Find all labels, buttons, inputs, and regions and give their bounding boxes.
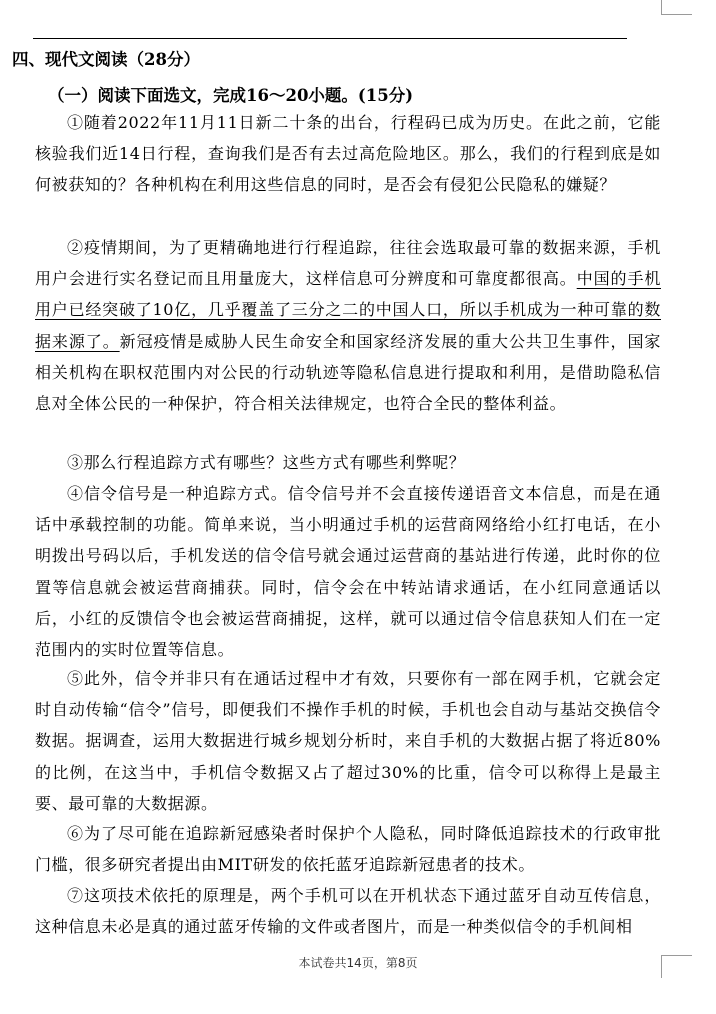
paragraph-5: ⑤此外，信令并非只有在通话过程中才有效，只要你有一部在网手机，它就会定时自动传输“信令”信号，即便我们不操作手机的时候，手机也会自动与基站交换信令数据。据调查，运用大数据进行城乡规划分析时，来自手机的大数据占据了将近80%的比例，在这当中，手机信令数据又占了超过30%的比重，信令可以称得上是最主要、最可靠的大数据源。 (35, 669, 661, 813)
paragraph-4: ④信令信号是一种追踪方式。信令信号并不会直接传递语音文本信息，而是在通话中承载控制的功能。简单来说，当小明通过手机的运营商网络给小红打电话，在小明拨出号码以后，手机发送的信令信号就会通过运营商的基站进行传递，此时你的位置等信息就会被运营商捕获。同时，信令会在中转站请求通话，在小红同意通话以后，小红的反馈信令也会被运营商捕捉，这样，就可以通过信令信息获知人们在一定范围内的实时位置等信息。 (35, 484, 661, 660)
paragraph-2 (35, 232, 661, 419)
subsection-title: （一）阅读下面选文，完成16～20小题。(15分) (48, 86, 413, 105)
paragraph-6: ⑥为了尽可能在追踪新冠感染者时保护个人隐私，同时降低追踪技术的行政审批门槛，很多研究者提出由MIT研发的依托蓝牙追踪新冠患者的技术。 (35, 824, 661, 875)
crop-mark-top-right (661, 0, 692, 15)
paragraph-1: ①随着2022年11月11日新二十条的出台，行程码已成为历史。在此之前，它能核验我们近14日行程，查询我们是否有去过高危险地区。那么，我们的行程到底是如何被获知的？各种机构在利用这些信息的同时，是否会有侵犯公民隐私的嫌疑？ (35, 113, 661, 195)
paragraph-2-underlined: 中国的手机用户已经突破了10亿，几乎覆盖了三分之二的中国人口，所以手机成为一种可靠的数据来源了。 (35, 269, 661, 351)
top-rule (33, 38, 627, 39)
paragraph-7: ⑦这项技术依托的原理是，两个手机可以在开机状态下通过蓝牙自动互传信息，这种信息未必是真的通过蓝牙传输的文件或者图片，而是一种类似信令的手机间相 (35, 886, 661, 937)
page-footer: 本试卷共14页，第8页 (298, 956, 418, 970)
section-title: 四、现代文阅读（28分） (12, 50, 200, 69)
paragraph-2-part-1: ②疫情期间，为了更精确地进行行程追踪，往往会选取最可靠的数据来源，手机用户会进行实名登记而且用量庞大，这样信息可分辨度和可靠度都很高。 (35, 238, 661, 289)
paragraph-2-part-3: 新冠疫情是威胁人民生命安全和国家经济发展的重大公共卫生事件，国家相关机构在职权范围内对公民的行动轨迹等隐私信息进行提取和利用，是借助隐私信息对全体公民的一种保护，符合相关法律规定，也符合全民的整体利益。 (35, 331, 661, 414)
paragraph-3: ③那么行程追踪方式有哪些？这些方式有哪些利弊呢？ (67, 453, 466, 472)
